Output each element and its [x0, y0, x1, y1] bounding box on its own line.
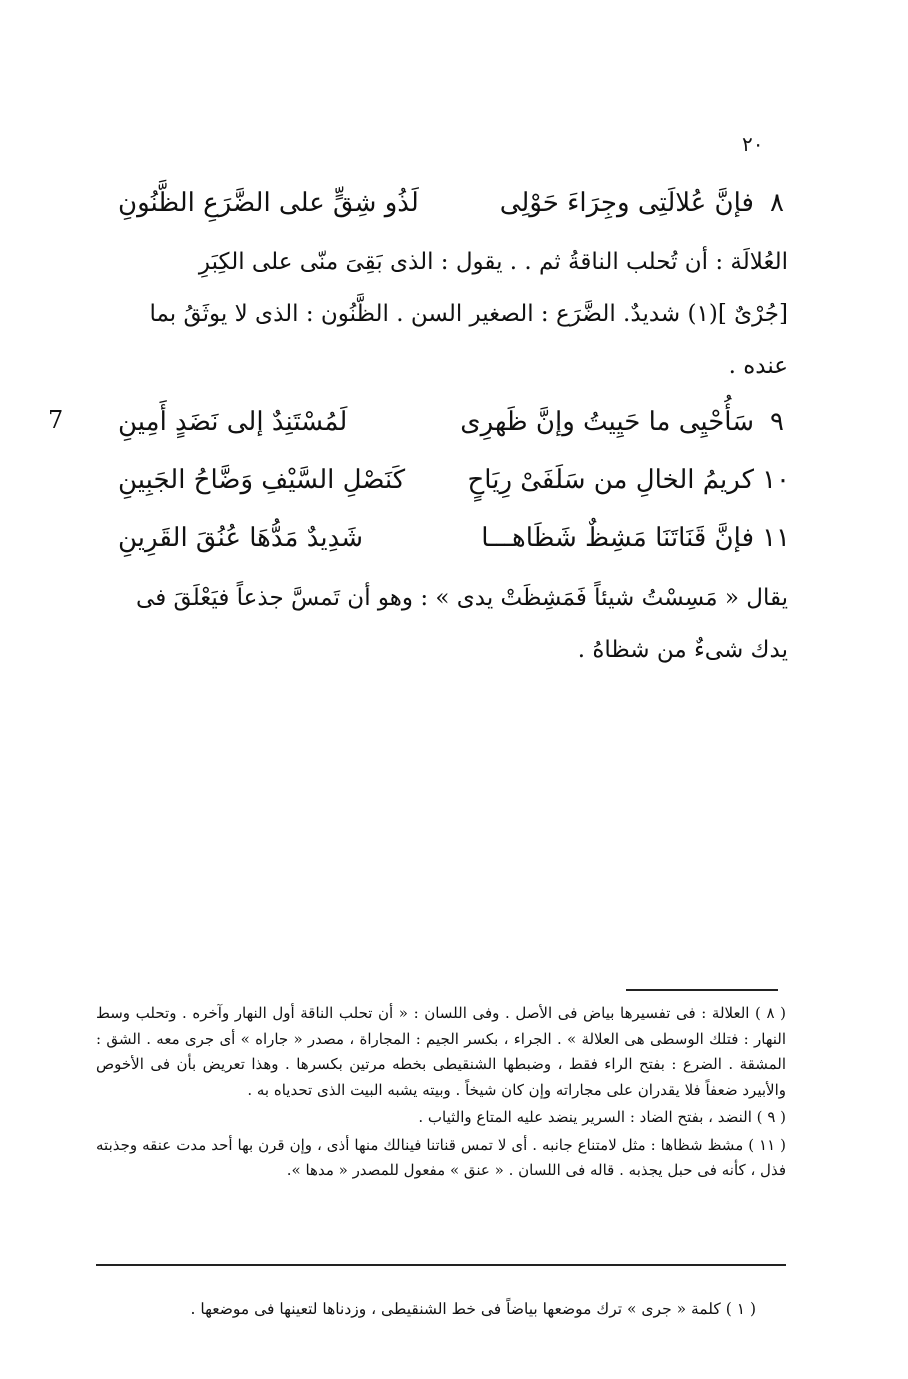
verse-11: [118, 516, 790, 560]
commentary-verse-8: [112, 236, 788, 392]
note-verse-9: ( ٩ ) النضد ، بفتح الضاد : السرير ينضد عليه المتاع والثياب .: [418, 1108, 786, 1126]
commentary-verse-11: [112, 572, 788, 676]
verse-8: [118, 181, 790, 225]
footnote-1: ( ١ ) كلمة « جرى » ترك موضعها بياضاً فى خط الشنقيطى ، وزدناها لتعينها فى موضعها .: [190, 1300, 756, 1318]
verse-hemistich-second: شَدِيدٌ مَدُّهَا عُنُقَ القَرِينِ: [118, 523, 364, 553]
commentary-line: يدك شىءٌ من شظاهُ .: [577, 637, 788, 663]
note-verse-11: ( ١١ ) مشظ شظاها : مثل لامتناع جانبه . أى لا تمس قناتنا فينالك منها أذى ، وإن قرن بها أحد مدت عنقه وجذبته فذل ، كأنه فى حبل يجذبه . قاله فى اللسان . « عنق » مفعول للمصدر « مدها ».: [96, 1135, 787, 1179]
verse-hemistich-second: كَنَصْلِ السَّيْفِ وَضَّاحُ الجَبِينِ: [118, 465, 406, 495]
verse-hemistich-first: فإنَّ قَنَاتَنَا مَشِظٌ شَظَاهـــا: [481, 523, 754, 553]
verse-hemistich-first: كريمُ الخالِ من سَلَفَىْ رِيَاحٍ: [467, 465, 754, 495]
verse-number: ٨: [770, 188, 784, 218]
commentary-line: عنده .: [728, 353, 788, 379]
verse-number: ١١: [762, 523, 790, 553]
verse-hemistich-first: فإنَّ عُلالَتِى وجِرَاءَ حَوْلِى: [499, 188, 754, 218]
commentary-line: يقال « مَسِسْتُ شيئاً فَمَشِظَتْ يدى » : وهو أن تَمسَّ جذعاً فيَعْلَقَ فى: [136, 585, 788, 611]
page-number: ٢٠: [742, 132, 764, 156]
verse-hemistich-second: لَذُو شِقٍّ على الضَّرَعِ الظَّنُونِ: [118, 188, 419, 218]
verse-number: ٩: [770, 407, 784, 437]
verse-9: [118, 400, 790, 444]
verse-10: [118, 458, 790, 502]
editor-notes: [96, 1001, 786, 1186]
margin-line-number: 7: [48, 406, 64, 434]
commentary-line: العُلالَة : أن تُحلب الناقةُ ثم . . يقول : الذى بَقِىَ منّى على الكِبَرِ: [198, 249, 788, 275]
verse-hemistich-first: سَأُحْيِى ما حَيِيتُ وإنَّ ظَهرِى: [460, 407, 754, 437]
note-verse-8: ( ٨ ) العلالة : فى تفسيرها بياض فى الأصل . وفى اللسان : « أن تحلب الناقة أول النهار وآخره . وتحلب وسط النهار : فتلك الوسطى هى العلالة » . الجراء ، بكسر الجيم : المجاراة ، مصدر « جاراه » أى جرى معه . الشق : المشقة . الضرع : بفتح الراء فقط ، وضبطها الشنقيطى بخطه مرتين بكسرها . وهذا تعريض بأن فى الأخوص والأبيرد ضعفاً فلا يقدران على مجاراته وإن كان شيخاً . وبيته يشبه البيت الذى تحدياه به .: [96, 1004, 786, 1099]
footnote-separator: [96, 1264, 786, 1266]
verse-hemistich-second: لَمُسْتَنِدٌ إلى نَضَدٍ أَمِينِ: [118, 407, 348, 437]
notes-separator: [626, 989, 778, 991]
commentary-line: [جُرْىٌ ](١) شديدٌ. الضَّرَع : الصغير السن . الظَّنُون : الذى لا يوثَقُ بما: [149, 301, 788, 327]
verse-number: ١٠: [762, 465, 790, 495]
